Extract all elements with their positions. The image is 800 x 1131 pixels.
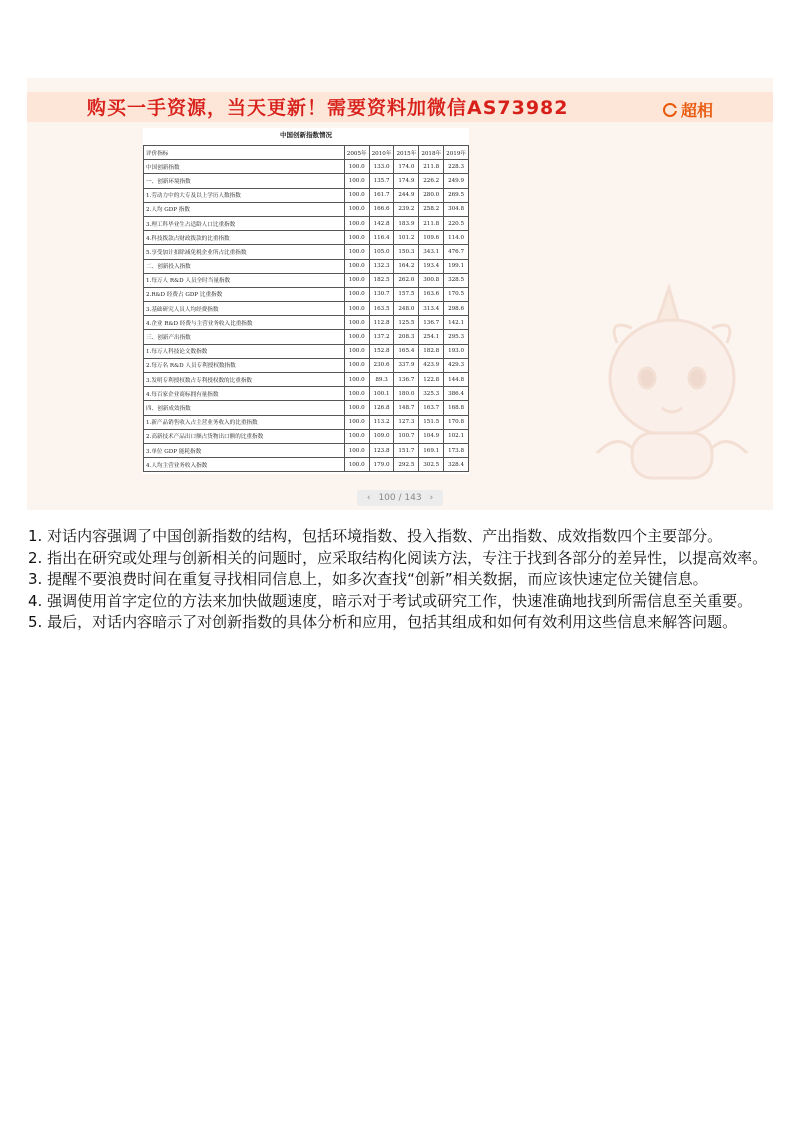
index-value: 292.5 xyxy=(394,458,419,472)
chevron-left-icon[interactable]: ‹ xyxy=(366,492,371,503)
index-value: 135.7 xyxy=(369,174,394,188)
table-row xyxy=(144,458,469,472)
index-value: 258.2 xyxy=(419,202,444,216)
index-value: 423.9 xyxy=(419,358,444,372)
index-value: 136.7 xyxy=(419,316,444,330)
table-row xyxy=(144,443,469,457)
indicator-name: 1.劳动力中的大专及以上学历人数指数 xyxy=(144,188,345,202)
table-row xyxy=(144,358,469,372)
index-value: 180.0 xyxy=(394,387,419,401)
table-row xyxy=(144,330,469,344)
summary-paragraph: 4. 强调使用首字定位的方法来加快做题速度，暗示对于考试或研究工作，快速准确地找到所需信息至关重要。 xyxy=(28,591,753,610)
promo-text: 购买一手资源，当天更新！需要资料加微信AS73982 xyxy=(87,97,569,119)
index-value: 100.0 xyxy=(344,330,369,344)
index-value: 100.0 xyxy=(344,344,369,358)
indicator-name: 1.每万人 R&D 人员全时当量指数 xyxy=(144,273,345,287)
index-value: 249.9 xyxy=(444,174,469,188)
index-value: 100.0 xyxy=(344,387,369,401)
index-value: 476.7 xyxy=(444,245,469,259)
table-row xyxy=(144,202,469,216)
index-value: 148.7 xyxy=(394,401,419,415)
index-value: 100.0 xyxy=(344,287,369,301)
promo-banner xyxy=(27,92,773,122)
index-value: 170.8 xyxy=(444,415,469,429)
index-value: 169.1 xyxy=(419,443,444,457)
summary-paragraph: 3. 提醒不要浪费时间在重复寻找相同信息上，如多次查找“创新”相关数据，而应该快速定位关键信息。 xyxy=(28,570,708,588)
index-value: 193.0 xyxy=(444,344,469,358)
index-value: 183.9 xyxy=(394,216,419,230)
index-value: 89.3 xyxy=(369,373,394,387)
index-value: 343.1 xyxy=(419,245,444,259)
index-value: 112.8 xyxy=(369,316,394,330)
indicator-name: 4.人均主营业务收入指数 xyxy=(144,458,345,472)
index-value: 226.2 xyxy=(419,174,444,188)
index-value: 179.0 xyxy=(369,458,394,472)
indicator-name: 2.R&D 经费占 GDP 比重指数 xyxy=(144,287,345,301)
index-value: 109.0 xyxy=(369,429,394,443)
index-value: 239.2 xyxy=(394,202,419,216)
table-row xyxy=(144,231,469,245)
table-row xyxy=(144,259,469,273)
brand-logo xyxy=(663,98,713,121)
index-value: 109.6 xyxy=(419,231,444,245)
table-row xyxy=(144,245,469,259)
index-value: 199.1 xyxy=(444,259,469,273)
brand-name: 超相 xyxy=(681,101,714,120)
index-value: 248.0 xyxy=(394,302,419,316)
index-value: 151.5 xyxy=(419,415,444,429)
index-value: 100.0 xyxy=(344,316,369,330)
index-value: 163.5 xyxy=(369,302,394,316)
index-value: 211.8 xyxy=(419,160,444,174)
indicator-name: 三、创新产出指数 xyxy=(144,330,345,344)
index-value: 114.0 xyxy=(444,231,469,245)
index-value: 429.3 xyxy=(444,358,469,372)
index-value: 302.5 xyxy=(419,458,444,472)
index-value: 100.0 xyxy=(344,174,369,188)
index-value: 182.5 xyxy=(369,273,394,287)
index-value: 100.7 xyxy=(394,429,419,443)
index-value: 254.1 xyxy=(419,330,444,344)
index-value: 100.0 xyxy=(344,231,369,245)
index-value: 100.1 xyxy=(369,387,394,401)
index-value: 386.4 xyxy=(444,387,469,401)
index-value: 100.0 xyxy=(344,160,369,174)
indicator-name: 3.单位 GDP 能耗指数 xyxy=(144,443,345,457)
index-value: 105.0 xyxy=(369,245,394,259)
index-value: 122.8 xyxy=(419,373,444,387)
table-body xyxy=(144,160,469,472)
index-value: 102.1 xyxy=(444,429,469,443)
column-header: 2010年 xyxy=(369,146,394,160)
chevron-right-icon[interactable]: › xyxy=(429,492,434,503)
index-value: 328.4 xyxy=(444,458,469,472)
index-value: 100.0 xyxy=(344,188,369,202)
index-value: 161.7 xyxy=(369,188,394,202)
index-value: 123.8 xyxy=(369,443,394,457)
index-value: 166.6 xyxy=(369,202,394,216)
index-value: 280.0 xyxy=(419,188,444,202)
table-row xyxy=(144,174,469,188)
index-value: 304.8 xyxy=(444,202,469,216)
indicator-name: 1.每万人科技论文数指数 xyxy=(144,344,345,358)
table-row xyxy=(144,415,469,429)
index-value: 157.5 xyxy=(394,287,419,301)
index-value: 165.4 xyxy=(394,344,419,358)
page-indicator: 100 / 143 xyxy=(378,492,422,503)
index-value: 116.4 xyxy=(369,231,394,245)
index-value: 100.0 xyxy=(344,373,369,387)
index-value: 173.8 xyxy=(444,443,469,457)
index-value: 136.7 xyxy=(394,373,419,387)
index-value: 152.8 xyxy=(369,344,394,358)
indicator-name: 1.新产品销售收入占主营业务收入的比重指数 xyxy=(144,415,345,429)
innovation-index-table xyxy=(143,145,469,472)
indicator-name: 3.发明专利授权数占专利授权数的比重指数 xyxy=(144,373,345,387)
index-value: 100.0 xyxy=(344,415,369,429)
index-value: 142.1 xyxy=(444,316,469,330)
index-value: 337.9 xyxy=(394,358,419,372)
table-row xyxy=(144,302,469,316)
summary-paragraph: 1. 对话内容强调了中国创新指数的结构，包括环境指数、投入指数、产出指数、成效指数四个主要部分。 xyxy=(28,527,723,545)
document-page xyxy=(143,128,469,474)
index-value: 211.8 xyxy=(419,216,444,230)
index-value: 127.3 xyxy=(394,415,419,429)
index-value: 150.3 xyxy=(394,245,419,259)
index-value: 269.5 xyxy=(444,188,469,202)
index-value: 132.3 xyxy=(369,259,394,273)
index-value: 313.4 xyxy=(419,302,444,316)
table-row xyxy=(144,373,469,387)
index-value: 100.0 xyxy=(344,401,369,415)
index-value: 300.8 xyxy=(419,273,444,287)
indicator-name: 2.人均 GDP 指数 xyxy=(144,202,345,216)
index-value: 113.2 xyxy=(369,415,394,429)
index-value: 144.8 xyxy=(444,373,469,387)
index-value: 208.3 xyxy=(394,330,419,344)
index-value: 163.7 xyxy=(419,401,444,415)
table-row xyxy=(144,387,469,401)
document-title: 中国创新指数情况 xyxy=(280,131,332,139)
index-value: 193.4 xyxy=(419,259,444,273)
indicator-name: 一、创新环境指数 xyxy=(144,174,345,188)
table-row xyxy=(144,344,469,358)
column-header: 2005年 xyxy=(344,146,369,160)
index-value: 100.0 xyxy=(344,429,369,443)
index-value: 100.0 xyxy=(344,202,369,216)
indicator-name: 四、创新成效指数 xyxy=(144,401,345,415)
index-value: 163.6 xyxy=(419,287,444,301)
index-value: 228.3 xyxy=(444,160,469,174)
indicator-name: 中国创新指数 xyxy=(144,160,345,174)
index-value: 174.0 xyxy=(394,160,419,174)
mascot-watermark-icon xyxy=(587,283,757,483)
index-value: 325.3 xyxy=(419,387,444,401)
column-header: 2019年 xyxy=(444,146,469,160)
table-row xyxy=(144,216,469,230)
index-value: 100.0 xyxy=(344,273,369,287)
table-header-row xyxy=(144,146,469,160)
index-value: 137.2 xyxy=(369,330,394,344)
indicator-name: 4.科技拨款占财政拨款的比重指数 xyxy=(144,231,345,245)
index-value: 133.0 xyxy=(369,160,394,174)
indicator-name: 4.每百家企业商标拥有量指数 xyxy=(144,387,345,401)
index-value: 100.0 xyxy=(344,302,369,316)
index-value: 100.0 xyxy=(344,259,369,273)
index-value: 100.0 xyxy=(344,358,369,372)
table-row xyxy=(144,287,469,301)
indicator-name: 二、创新投入指数 xyxy=(144,259,345,273)
table-row xyxy=(144,188,469,202)
indicator-name: 2.高新技术产品出口额占货物出口额的比重指数 xyxy=(144,429,345,443)
index-value: 125.5 xyxy=(394,316,419,330)
index-value: 101.2 xyxy=(394,231,419,245)
indicator-name: 2.每万名 R&D 人员专利授权数指数 xyxy=(144,358,345,372)
index-value: 104.9 xyxy=(419,429,444,443)
index-value: 182.8 xyxy=(419,344,444,358)
column-header: 评价指标 xyxy=(144,146,345,160)
summary-paragraph: 2. 指出在研究或处理与创新相关的问题时，应采取结构化阅读方法，专注于找到各部分的差异性，以提高效率。 xyxy=(28,548,768,567)
index-value: 126.8 xyxy=(369,401,394,415)
document-viewer xyxy=(27,78,773,510)
index-value: 151.7 xyxy=(394,443,419,457)
index-value: 100.0 xyxy=(344,245,369,259)
table-row xyxy=(144,160,469,174)
summary-text xyxy=(28,526,774,634)
index-value: 130.7 xyxy=(369,287,394,301)
index-value: 244.9 xyxy=(394,188,419,202)
table-row xyxy=(144,429,469,443)
index-value: 295.3 xyxy=(444,330,469,344)
table-row xyxy=(144,401,469,415)
index-value: 142.8 xyxy=(369,216,394,230)
summary-paragraph: 5. 最后，对话内容暗示了对创新指数的具体分析和应用，包括其组成和如何有效利用这些信息来解答问题。 xyxy=(28,613,738,631)
index-value: 174.9 xyxy=(394,174,419,188)
index-value: 170.5 xyxy=(444,287,469,301)
index-value: 298.6 xyxy=(444,302,469,316)
indicator-name: 5.享受加计扣除减免税企业所占比重指数 xyxy=(144,245,345,259)
index-value: 262.0 xyxy=(394,273,419,287)
index-value: 100.0 xyxy=(344,458,369,472)
index-value: 100.0 xyxy=(344,216,369,230)
page-pager xyxy=(357,490,443,506)
indicator-name: 3.基础研究人员人均经费指数 xyxy=(144,302,345,316)
brand-icon xyxy=(663,103,677,117)
index-value: 168.8 xyxy=(444,401,469,415)
table-row xyxy=(144,316,469,330)
column-header: 2018年 xyxy=(419,146,444,160)
column-header: 2015年 xyxy=(394,146,419,160)
indicator-name: 4.企业 R&D 经费与主营业务收入比重指数 xyxy=(144,316,345,330)
index-value: 220.5 xyxy=(444,216,469,230)
index-value: 164.2 xyxy=(394,259,419,273)
index-value: 230.6 xyxy=(369,358,394,372)
index-value: 328.5 xyxy=(444,273,469,287)
table-row xyxy=(144,273,469,287)
index-value: 100.0 xyxy=(344,443,369,457)
indicator-name: 3.理工科毕业生占适龄人口比重指数 xyxy=(144,216,345,230)
